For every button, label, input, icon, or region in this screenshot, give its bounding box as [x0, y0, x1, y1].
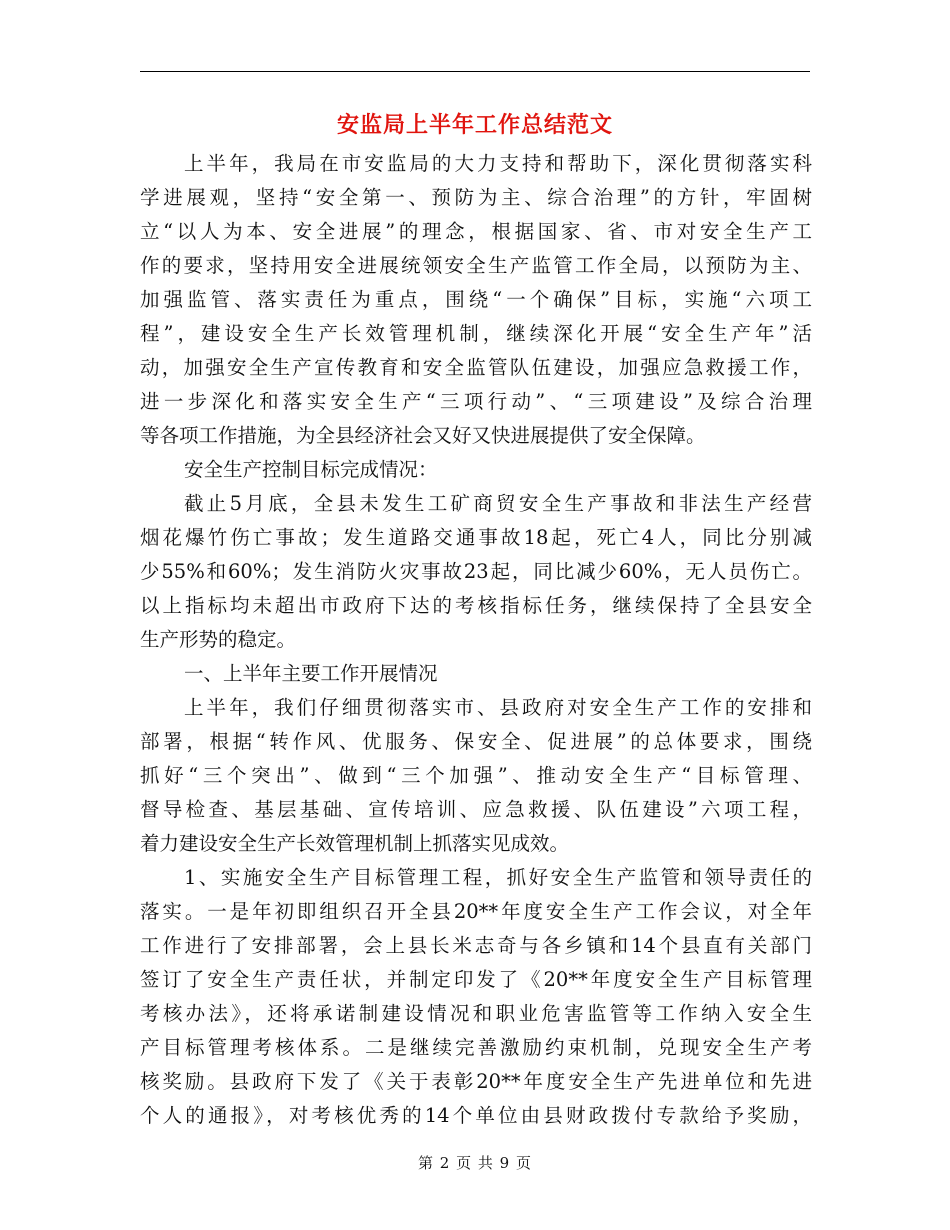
page-number-footer: 第 2 页 共 9 页: [418, 1154, 532, 1172]
text-line: 抓好“三个突出”、做到“三个加强”、推动安全生产“目标管理、: [140, 764, 812, 787]
text-line: 个人的通报》，对考核优秀的14个单位由县财政拨付专款给予奖励，: [140, 1104, 812, 1127]
text-line: 作的要求，坚持用安全进展统领安全生产监管工作全局，以预防为主、: [140, 254, 812, 277]
text-line: 以上指标均未超出市政府下达的考核指标任务，继续保持了全县安全: [140, 594, 812, 617]
text-line: 核奖励。县政府下发了《关于表彰20**年度安全生产先进单位和先进: [140, 1070, 812, 1093]
text-line: 学进展观，坚持“安全第一、预防为主、综合治理”的方针，牢固树: [140, 186, 812, 209]
text-line: 立“以人为本、安全进展”的理念，根据国家、省、市对安全生产工: [140, 220, 812, 243]
text-line: 等各项工作措施，为全县经济社会又好又快进展提供了安全保障。: [140, 424, 706, 447]
text-line: 程”，建设安全生产长效管理机制，继续深化开展“安全生产年”活: [140, 322, 812, 345]
text-line: 工作进行了安排部署，会上县长米志奇与各乡镇和14个县直有关部门: [140, 934, 812, 957]
header-rule: [140, 71, 810, 72]
text-line: 烟花爆竹伤亡事故；发生道路交通事故18起，死亡4人，同比分别减: [140, 526, 812, 549]
text-line: 考核办法》，还将承诺制建设情况和职业危害监管等工作纳入安全生: [140, 1002, 812, 1025]
text-line: 落实。一是年初即组织召开全县20**年度安全生产工作会议，对全年: [140, 900, 812, 923]
text-line: 一、上半年主要工作开展情况: [184, 662, 438, 685]
text-line: 上半年，我们仔细贯彻落实市、县政府对安全生产工作的安排和: [184, 696, 812, 719]
text-line: 签订了安全生产责任状，并制定印发了《20**年度安全生产目标管理: [140, 968, 812, 991]
text-line: 部署，根据“转作风、优服务、保安全、促进展”的总体要求，围绕: [140, 730, 812, 753]
text-line: 加强监管、落实责任为重点，围绕“一个确保”目标，实施“六项工: [140, 288, 812, 311]
text-line: 上半年，我局在市安监局的大力支持和帮助下，深化贯彻落实科: [184, 152, 812, 175]
text-line: 截止5月底，全县未发生工矿商贸安全生产事故和非法生产经营: [184, 492, 812, 515]
text-line: 督导检查、基层基础、宣传培训、应急救援、队伍建设”六项工程，: [140, 798, 812, 821]
document-body: [140, 147, 812, 1133]
document-title: 安监局上半年工作总结范文: [336, 113, 613, 138]
text-line: 少55%和60%；发生消防火灾事故23起，同比减少60%，无人员伤亡。: [140, 560, 812, 583]
text-line: 动，加强安全生产宣传教育和安全监管队伍建设，加强应急救援工作，: [140, 356, 812, 379]
text-line: 进一步深化和落实安全生产“三项行动”、“三项建设”及综合治理: [140, 390, 812, 413]
text-line: 1、实施安全生产目标管理工程，抓好安全生产监管和领导责任的: [184, 866, 812, 889]
text-line: 生产形势的稳定。: [140, 628, 297, 651]
text-line: 安全生产控制目标完成情况：: [184, 458, 438, 481]
text-line: 着力建设安全生产长效管理机制上抓落实见成效。: [140, 832, 570, 855]
text-line: 产目标管理考核体系。二是继续完善激励约束机制，兑现安全生产考: [140, 1036, 812, 1059]
